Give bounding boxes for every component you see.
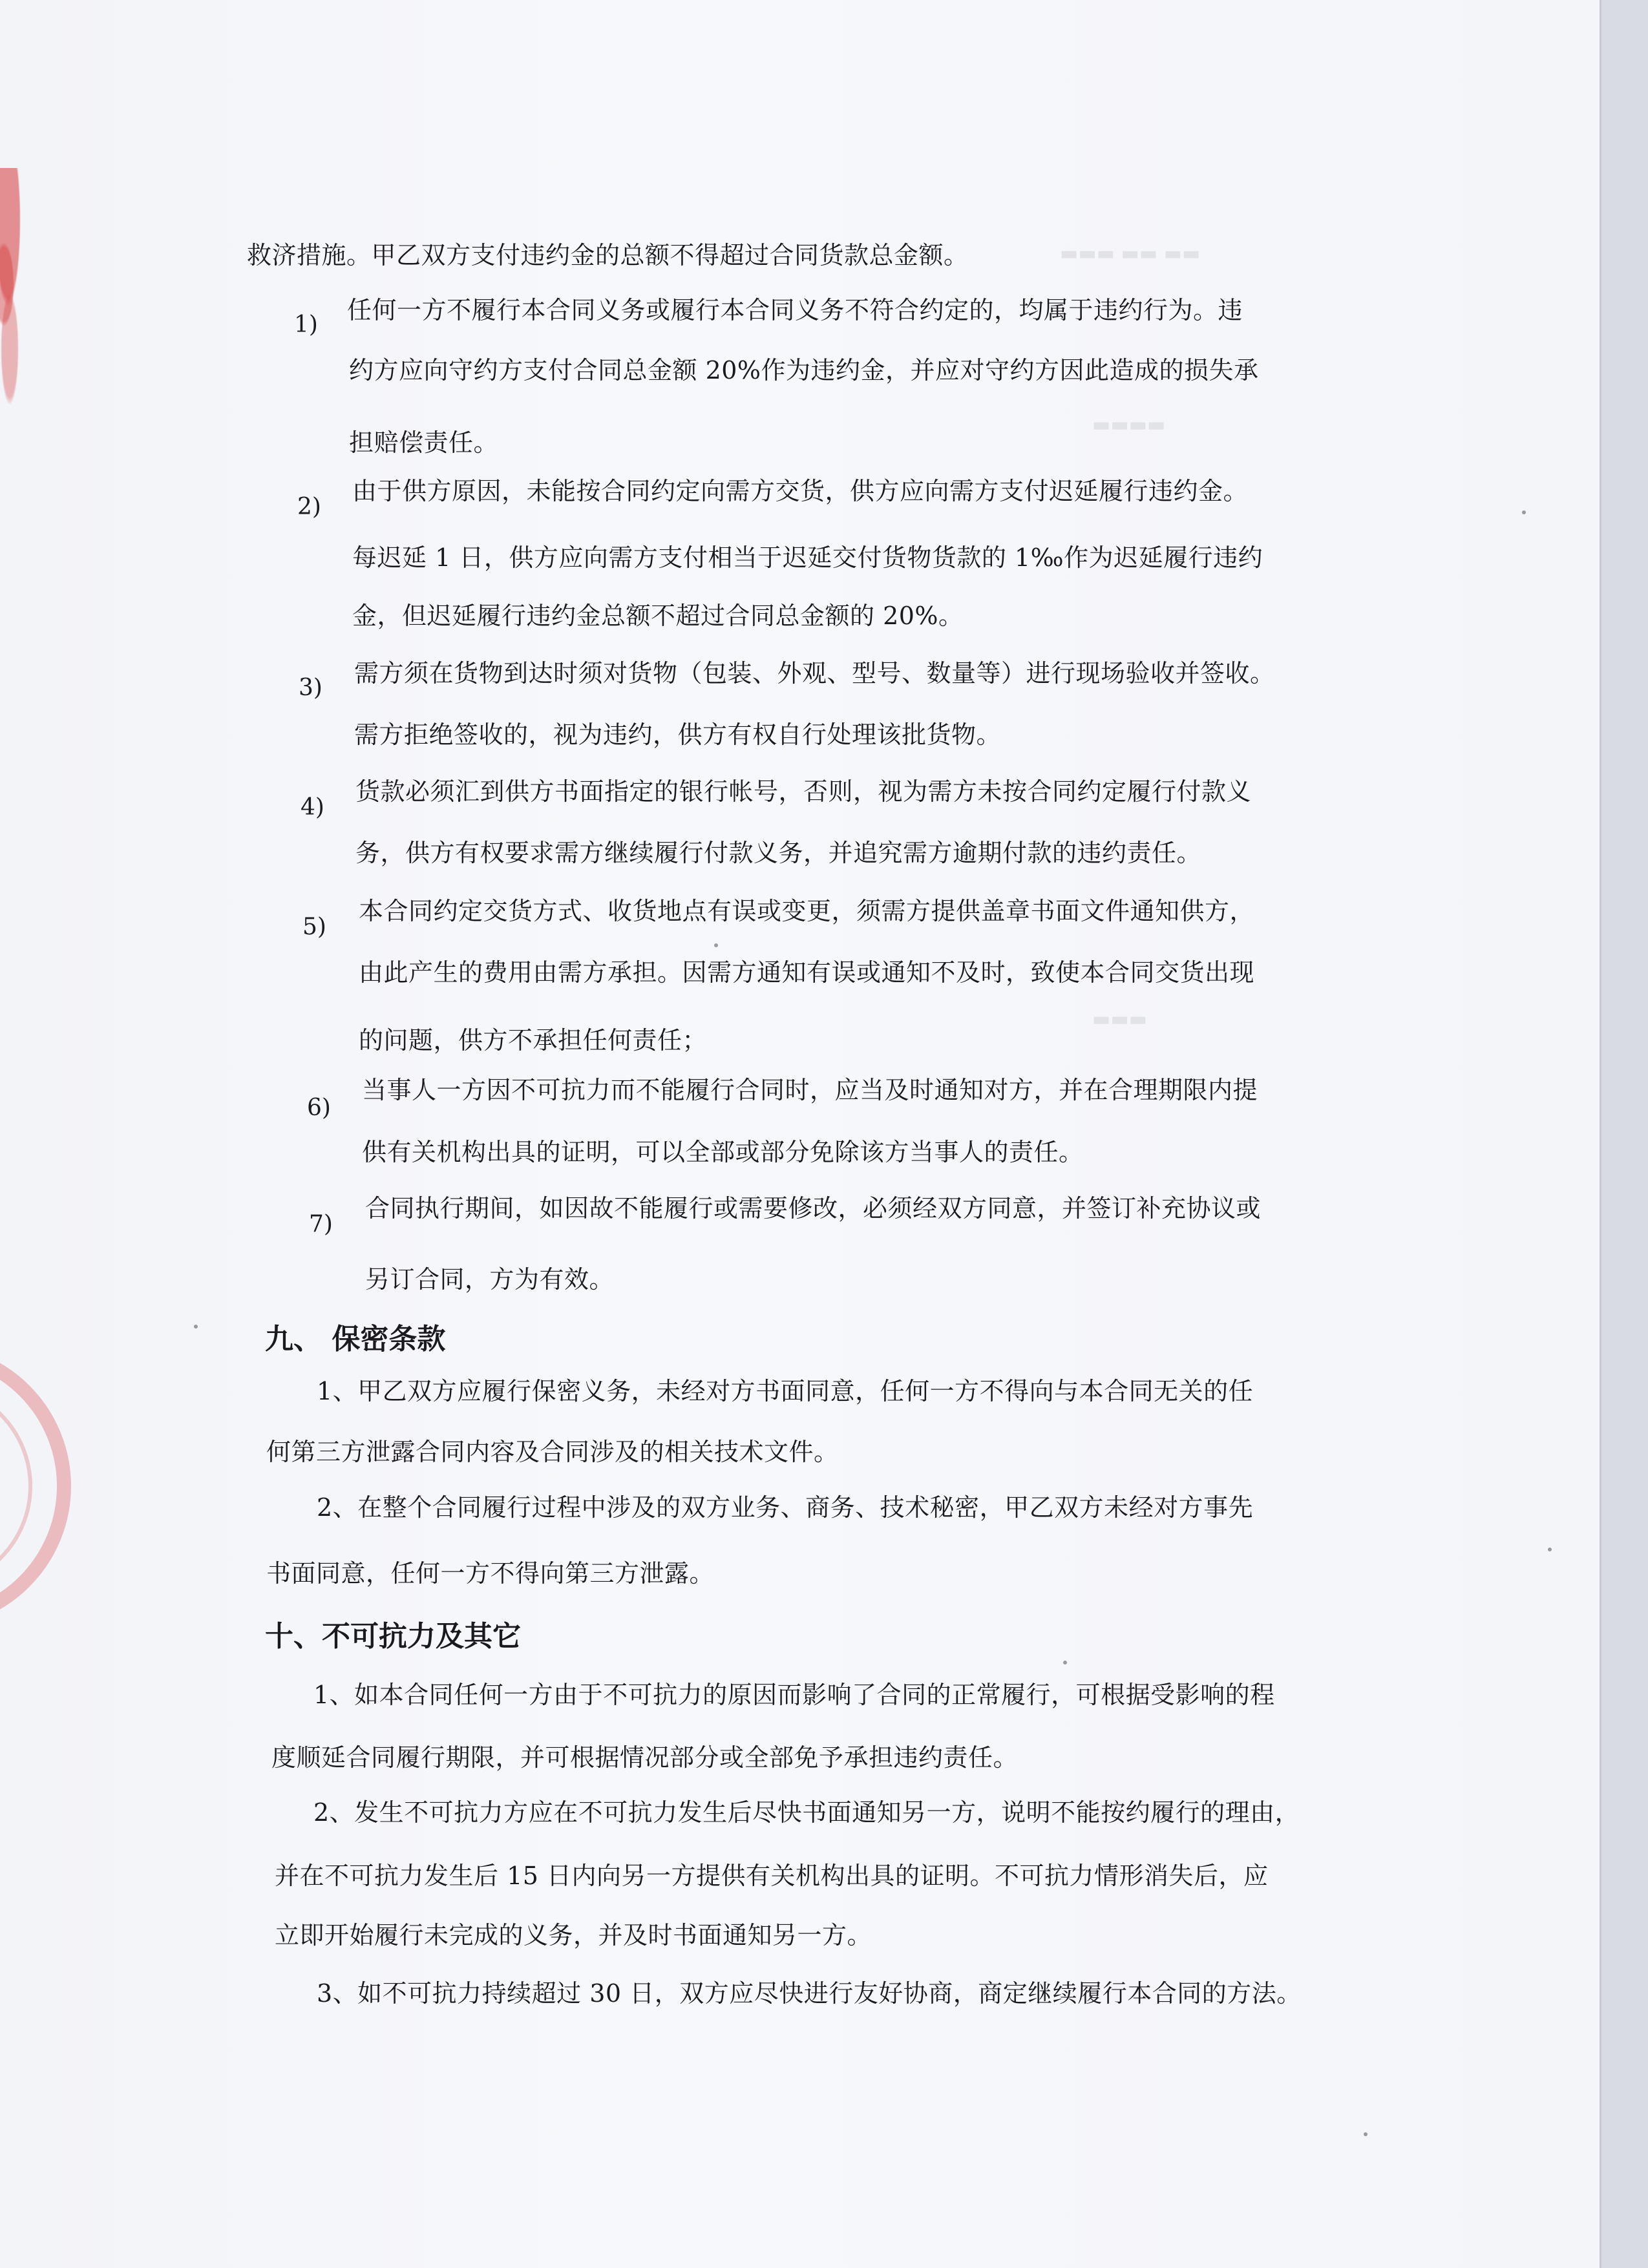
- item-5-line: 的问题，供方不承担任何责任；: [359, 1026, 708, 1055]
- item-2-line: 每迟延 1 日，供方应向需方支付相当于迟延交付货物货款的 1‰作为迟延履行违约: [352, 543, 1263, 572]
- item-1-line: 担赔偿责任。: [349, 428, 499, 457]
- bleed-through-text: ▬▬▬ ▬▬ ▬▬: [1060, 242, 1201, 265]
- item-7-line: 另订合同，方为有效。: [365, 1265, 615, 1294]
- item-5-line: 由此产生的费用由需方承担。因需方通知有误或通知不及时，致使本合同交货出现: [359, 958, 1255, 987]
- bleed-through-text: ▬▬▬▬: [1092, 414, 1166, 436]
- item-number: 1): [294, 311, 318, 338]
- section-10-paragraph-line: 度顺延合同履行期限，并可根据情况部分或全部免予承担违约责任。: [271, 1743, 1019, 1772]
- scan-speck: [1063, 1661, 1067, 1664]
- item-5-line: 本合同约定交货方式、收货地点有误或变更，须需方提供盖章书面文件通知供方，: [359, 897, 1255, 925]
- item-2-line: 金，但迟延履行违约金总额不超过合同总金额的 20%。: [352, 602, 964, 630]
- scan-speck: [1364, 2132, 1368, 2136]
- item-6-line: 当事人一方因不可抗力而不能履行合同时，应当及时通知对方，并在合理期限内提: [362, 1076, 1258, 1104]
- item-number: 3): [299, 675, 322, 701]
- bleed-through-text: ▬▬▬: [1092, 1008, 1148, 1031]
- section-10-heading: 十、不可抗力及其它: [265, 1620, 521, 1653]
- scanner-margin: [1600, 0, 1648, 2268]
- section-10-paragraph-line: 3、如不可抗力持续超过 30 日，双方应尽快进行友好协商，商定继续履行本合同的方法。: [317, 1979, 1302, 2008]
- item-number: 4): [301, 794, 324, 821]
- item-4-line: 务，供方有权要求需方继续履行付款义务，并追究需方逾期付款的违约责任。: [355, 839, 1202, 867]
- section-10-paragraph-line: 2、发生不可抗力方应在不可抗力发生后尽快书面通知另一方，说明不能按约履行的理由，: [313, 1798, 1300, 1827]
- scan-speck: [1548, 1548, 1552, 1551]
- item-6-line: 供有关机构出具的证明，可以全部或部分免除该方当事人的责任。: [362, 1138, 1084, 1166]
- item-number: 5): [302, 914, 326, 940]
- section-9-paragraph-line: 书面同意，任何一方不得向第三方泄露。: [266, 1559, 715, 1588]
- item-number: 2): [297, 494, 321, 520]
- section-9-heading: 九、 保密条款: [265, 1323, 446, 1356]
- section-10-paragraph-line: 1、如本合同任何一方由于不可抗力的原因而影响了合同的正常履行，可根据受影响的程: [313, 1681, 1275, 1709]
- section-9-paragraph-line: 2、在整个合同履行过程中涉及的双方业务、商务、技术秘密，甲乙双方未经对方事先: [317, 1493, 1254, 1522]
- item-7-line: 合同执行期间，如因故不能履行或需要修改，必须经双方同意，并签订补充协议或: [365, 1194, 1262, 1223]
- section-10-paragraph-line: 立即开始履行未完成的义务，并及时书面通知另一方。: [275, 1921, 872, 1949]
- section-10-paragraph-line: 并在不可抗力发生后 15 日内向另一方提供有关机构出具的证明。不可抗力情形消失后，应: [275, 1862, 1269, 1890]
- item-3-line: 需方拒绝签收的，视为违约，供方有权自行处理该批货物。: [354, 720, 1002, 749]
- item-1-line: 任何一方不履行本合同义务或履行本合同义务不符合约定的，均属于违约行为。违: [347, 296, 1243, 324]
- section-9-paragraph-line: 何第三方泄露合同内容及合同涉及的相关技术文件。: [266, 1438, 839, 1466]
- scan-speck: [714, 943, 718, 947]
- scan-speck: [194, 1325, 198, 1328]
- item-2-line: 由于供方原因，未能按合同约定向需方交货，供方应向需方支付迟延履行违约金。: [352, 477, 1249, 505]
- item-3-line: 需方须在货物到达时须对货物（包装、外观、型号、数量等）进行现场验收并签收。: [354, 659, 1275, 688]
- scan-speck: [1522, 510, 1526, 514]
- section-9-paragraph-line: 1、甲乙双方应履行保密义务，未经对方书面同意，任何一方不得向与本合同无关的任: [317, 1377, 1254, 1405]
- item-1-line: 约方应向守约方支付合同总金额 20%作为违约金，并应对守约方因此造成的损失承: [349, 356, 1259, 384]
- item-number: 6): [307, 1095, 331, 1121]
- intro-line: 救济措施。甲乙双方支付违约金的总额不得超过合同货款总金额。: [247, 241, 969, 269]
- item-number: 7): [309, 1211, 333, 1237]
- seal-fragment-mark: [0, 168, 39, 426]
- item-4-line: 货款必须汇到供方书面指定的银行帐号，否则，视为需方未按合同约定履行付款义: [355, 777, 1252, 806]
